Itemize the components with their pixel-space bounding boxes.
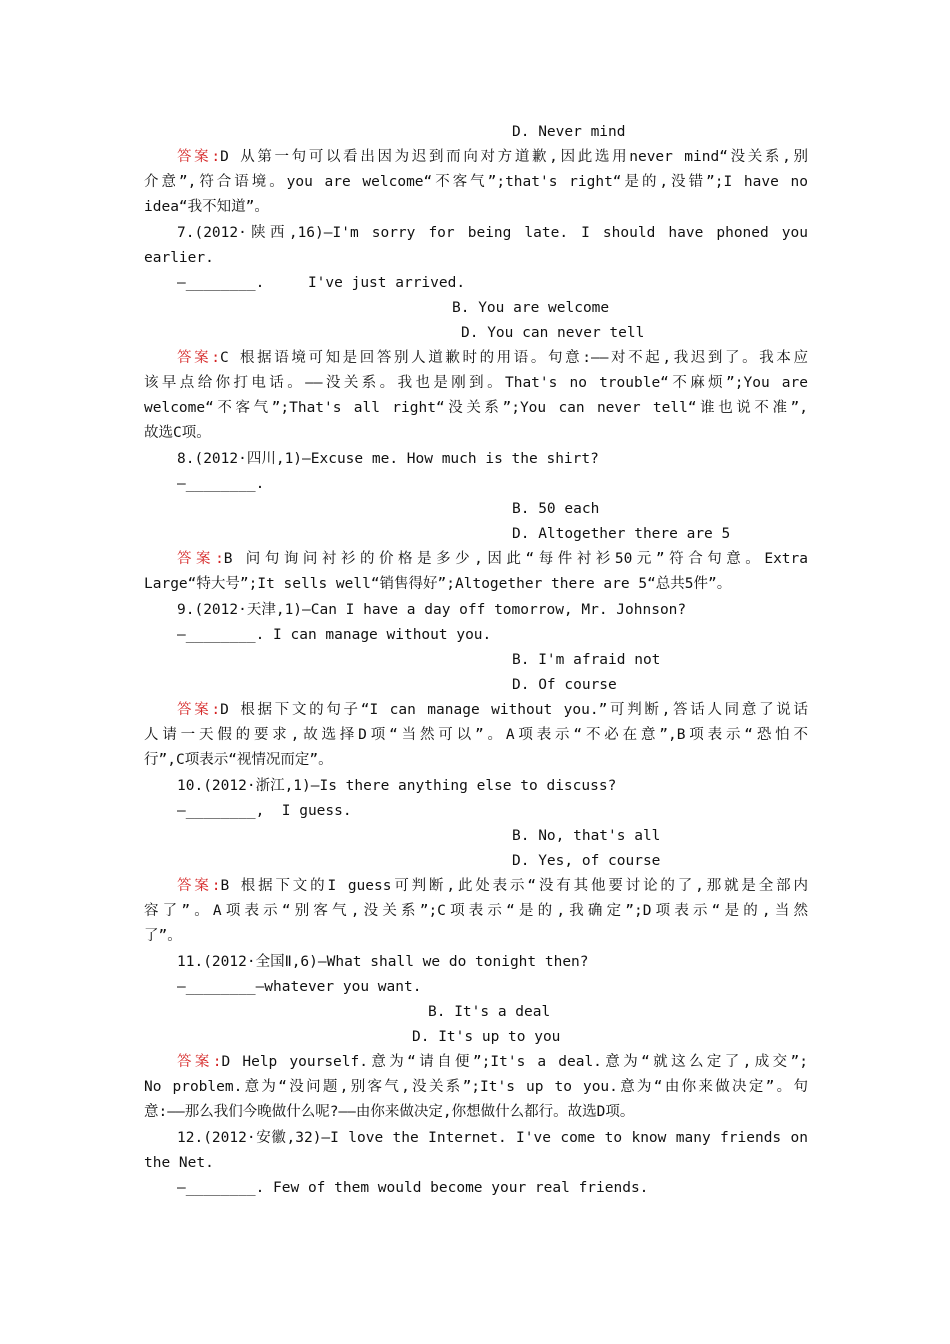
q6-answer-line: 答案:D 从第一句可以看出因为迟到而向对方道歉,因此选用never mind“没关系,别 bbox=[177, 149, 808, 165]
q8-options-row bbox=[177, 522, 808, 547]
q8-stem: —________. bbox=[177, 476, 265, 492]
option-d: D. Never mind bbox=[512, 124, 626, 140]
q10-answer-line: 答案:B 根据下文的I guess可判断,此处表示“没有其他要讨论的了,那就是全部内 bbox=[177, 878, 808, 894]
q9-options-row bbox=[177, 648, 808, 673]
q6-answer-line: 介意”,符合语境。you are welcome“不客气”;that's right“是的,没错”;I have no bbox=[144, 174, 808, 190]
q9-answer-line: 人请一天假的要求,故选择D项“当然可以”。A项表示“不必在意”,B项表示“恐怕不 bbox=[144, 727, 808, 743]
q8-answer-line: Large“特大号”;It sells well“销售得好”;Altogether there are 5“总共5件”。 bbox=[144, 576, 732, 592]
q7-answer-line: welcome“不客气”;That's all right“没关系”;You can never tell“谁也说不准”, bbox=[144, 400, 808, 416]
option-d: D. Yes, of course bbox=[512, 853, 661, 869]
q11-options-row bbox=[177, 1000, 808, 1025]
option-d: D. Altogether there are 5 bbox=[512, 526, 731, 542]
q9-stem: —________. I can manage without you. bbox=[177, 627, 492, 643]
q10-stem: 10.(2012·浙江,1)—Is there anything else to discuss? bbox=[177, 778, 617, 794]
q12-stem: 12.(2012·安徽,32)—I love the Internet. I've come to know many friends on bbox=[177, 1130, 808, 1146]
q8-answer-line: 答案:B 问句询问衬衫的价格是多少,因此“每件衬衫50元”符合句意。Extra bbox=[177, 551, 808, 567]
answer-label: 答案: bbox=[177, 149, 221, 165]
q7-answer-line: 该早点给你打电话。——没关系。我也是刚到。That's no trouble“不麻烦”;You are bbox=[144, 375, 808, 391]
option-d: D. Of course bbox=[512, 677, 617, 693]
q9-answer-line: 行”,C项表示“视情况而定”。 bbox=[144, 752, 333, 768]
q7-options-row bbox=[177, 321, 808, 346]
q12-stem: the Net. bbox=[144, 1155, 214, 1171]
option-b: B. No, that's all bbox=[512, 828, 661, 844]
q7-answer-line: 答案:C 根据语境可知是回答别人道歉时的用语。句意:——对不起,我迟到了。我本应 bbox=[177, 350, 808, 366]
option-b: B. I'm afraid not bbox=[512, 652, 661, 668]
q8-options-row bbox=[177, 497, 808, 522]
q11-answer-line: No problem.意为“没问题,别客气,没关系”;It's up to you.意为“由你来做决定”。句 bbox=[144, 1079, 808, 1095]
q10-options-row bbox=[177, 849, 808, 874]
q10-stem: —________, I guess. bbox=[177, 803, 352, 819]
answer-label: 答案: bbox=[177, 350, 220, 366]
q7-stem: 7.(2012·陕西,16)—I'm sorry for being late. I should have phoned you bbox=[177, 225, 808, 241]
q11-options-row bbox=[177, 1025, 808, 1050]
q10-answer-line: 容了”。A项表示“别客气,没关系”;C项表示“是的,我确定”;D项表示“是的,当然 bbox=[144, 903, 808, 919]
q7-answer-line: 故选C项。 bbox=[144, 425, 211, 441]
answer-label: 答案: bbox=[177, 551, 224, 567]
q11-answer-line: 答案:D Help yourself.意为“请自便”;It's a deal.意为“就这么定了,成交”; bbox=[177, 1054, 808, 1070]
q11-answer-line: 意:——那么我们今晚做什么呢?——由你来做决定,你想做什么都行。故选D项。 bbox=[144, 1104, 635, 1120]
q6-options-row bbox=[177, 120, 808, 145]
option-b: B. It's a deal bbox=[428, 1004, 551, 1020]
q7-stem: —________. I've just arrived. bbox=[177, 275, 466, 291]
q7-options-row bbox=[177, 296, 808, 321]
q10-options-row bbox=[177, 824, 808, 849]
q12-stem: —________. Few of them would become your real friends. bbox=[177, 1180, 649, 1196]
answer-label: 答案: bbox=[177, 878, 221, 894]
option-d: D. It's up to you bbox=[412, 1029, 561, 1045]
answer-label: 答案: bbox=[177, 1054, 222, 1070]
q6-answer-line: idea“我不知道”。 bbox=[144, 199, 269, 215]
answer-label: 答案: bbox=[177, 702, 221, 718]
option-b: B. You are welcome bbox=[452, 300, 610, 316]
option-d: D. You can never tell bbox=[461, 325, 645, 341]
q9-answer-line: 答案:D 根据下文的句子“I can manage without you.”可判断,答话人同意了说话 bbox=[177, 702, 808, 718]
q11-stem: 11.(2012·全国Ⅱ,6)—What shall we do tonight then? bbox=[177, 954, 589, 970]
option-b: B. 50 each bbox=[512, 501, 600, 517]
q9-options-row bbox=[177, 673, 808, 698]
q11-stem: —________—whatever you want. bbox=[177, 979, 422, 995]
q10-answer-line: 了”。 bbox=[144, 928, 182, 944]
q7-stem: earlier. bbox=[144, 250, 214, 266]
q8-stem: 8.(2012·四川,1)—Excuse me. How much is the shirt? bbox=[177, 451, 599, 467]
q9-stem: 9.(2012·天津,1)—Can I have a day off tomorrow, Mr. Johnson? bbox=[177, 602, 687, 618]
